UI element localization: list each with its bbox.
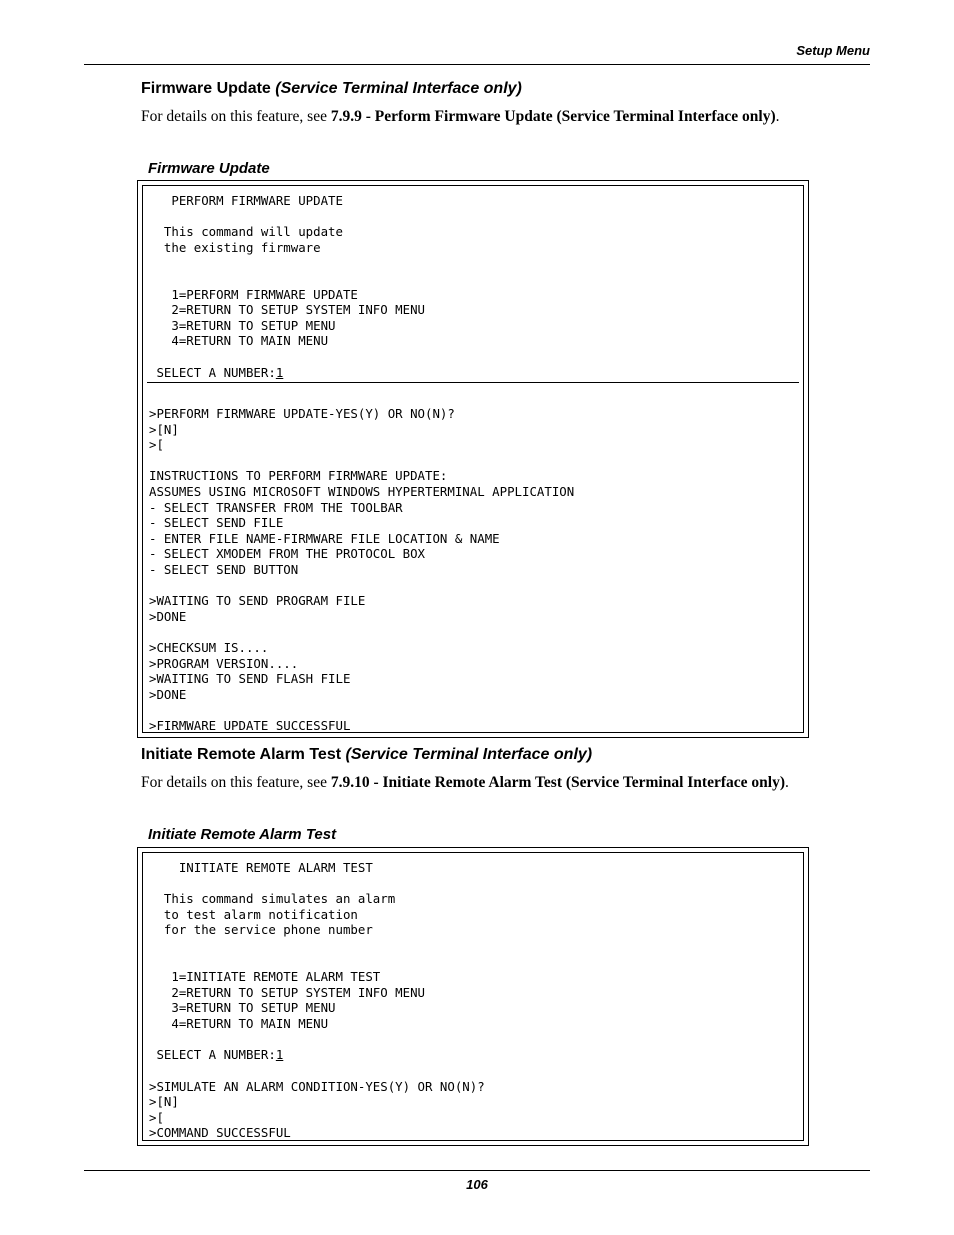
heading-text: Firmware Update	[141, 80, 271, 97]
firmware-update-heading	[141, 80, 522, 98]
terminal-output-text: >SIMULATE AN ALARM CONDITION-YES(Y) OR NO(N)? >[N] >[ >COMMAND SUCCESSFUL	[149, 1078, 485, 1141]
remote-alarm-paragraph	[141, 774, 869, 792]
remote-alarm-heading	[141, 746, 592, 764]
firmware-update-terminal	[137, 180, 809, 738]
cross-reference: 7.9.10 - Initiate Remote Alarm Test (Service Terminal Interface only)	[330, 774, 785, 791]
para-end: .	[775, 108, 780, 125]
menu-text: PERFORM FIRMWARE UPDATE This command will update the existing firmware 1=PERFORM FIRMWARE UPDATE 2=RETURN TO SETUP SYSTEM INFO MENU 3=RETURN TO SETUP MENU 4=RETURN TO MAIN MENU SELECT A NUMBER:	[156, 193, 426, 380]
header-rule	[84, 64, 870, 65]
terminal-frame	[142, 185, 804, 733]
remote-alarm-terminal	[137, 847, 809, 1146]
heading-qualifier: (Service Terminal Interface only)	[275, 80, 522, 97]
running-header: Setup Menu	[796, 43, 870, 58]
terminal-frame	[142, 852, 804, 1141]
terminal-separator	[147, 382, 799, 383]
terminal-menu-text	[149, 860, 425, 1063]
cross-reference: 7.9.9 - Perform Firmware Update (Service Terminal Interface only)	[330, 108, 776, 125]
firmware-update-caption: Firmware Update	[148, 160, 270, 177]
terminal-menu-text	[149, 193, 425, 380]
terminal-output-text: >PERFORM FIRMWARE UPDATE-YES(Y) OR NO(N)? >[N] >[ INSTRUCTIONS TO PERFORM FIRMWARE UPDATE: ASSUMES USING MICROSOFT WINDOWS HYPERTERMINAL APPLICATION - SELECT TRANSFER FROM THE TOOLBAR - SELECT SEND FILE - ENTER FILE NAME-FIRMWARE FILE LOCATION & NAME - SELECT XMODEM FROM THE PROTOCOL BOX - SELECT SEND BUTTON >WAITING TO SEND PROGRAM FILE >DONE >CHECKSUM IS.... >PROGRAM VERSION.... >WAITING TO SEND FLASH FILE >DONE >FIRMWARE UPDATE SUCCESSFUL	[149, 406, 575, 733]
footer-rule	[84, 1170, 870, 1171]
firmware-update-paragraph	[141, 108, 869, 126]
remote-alarm-caption: Initiate Remote Alarm Test	[148, 826, 337, 843]
menu-selection: 1	[275, 364, 284, 380]
menu-text: INITIATE REMOTE ALARM TEST This command simulates an alarm to test alarm notification for the service phone number 1=INITIATE REMOTE ALARM TEST 2=RETURN TO SETUP SYSTEM INFO MENU 3=RETURN TO SETUP MENU 4=RETURN TO MAIN MENU SELECT A NUMBER:	[156, 860, 426, 1063]
heading-text: Initiate Remote Alarm Test	[141, 746, 342, 763]
menu-selection: 1	[275, 1047, 284, 1063]
para-end: .	[784, 774, 789, 791]
para-text: For details on this feature, see	[141, 108, 331, 125]
heading-qualifier: (Service Terminal Interface only)	[345, 746, 593, 763]
para-text: For details on this feature, see	[141, 774, 331, 791]
page-number: 106	[466, 1177, 488, 1192]
